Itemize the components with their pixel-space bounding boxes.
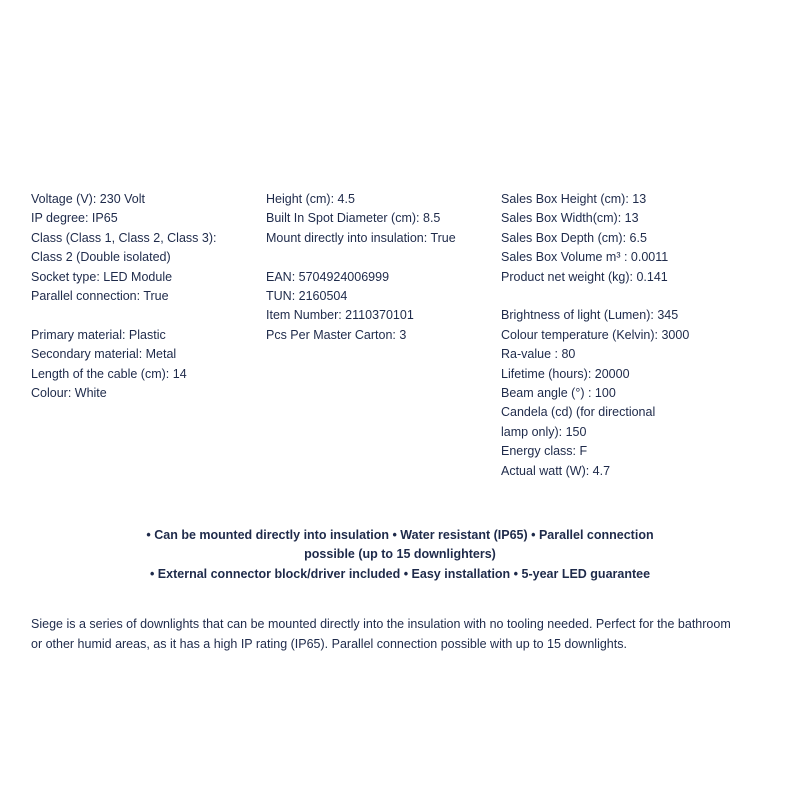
spec-item-number: Item Number: 2110370101 [266, 308, 414, 323]
spec-box-height: Sales Box Height (cm): 13 [501, 192, 647, 206]
spec-beam-angle: Beam angle (°) : 100 [501, 386, 616, 401]
spec-candela-value: lamp only): 150 [501, 424, 587, 439]
spec-ra-value: Ra-value : 80 [501, 347, 576, 362]
spec-column-dimensions [266, 190, 456, 345]
feature-highlights [0, 526, 800, 584]
spec-actual-watt: Actual watt (W): 4.7 [501, 463, 611, 478]
spec-socket-type: Socket type: LED Module [31, 269, 173, 284]
spec-brightness: Brightness of light (Lumen): 345 [501, 308, 679, 323]
spec-lifetime: Lifetime (hours): 20000 [501, 366, 630, 381]
spec-colour-temperature: Colour temperature (Kelvin): 3000 [501, 327, 690, 342]
spec-parallel-connection: Parallel connection: True [31, 289, 169, 304]
spec-box-width: Sales Box Width(cm): 13 [501, 211, 639, 226]
highlight-line: • Can be mounted directly into insulation • Water resistant (IP65) • Parallel connection [146, 528, 654, 542]
spec-secondary-material: Secondary material: Metal [31, 347, 177, 362]
spec-tun: TUN: 2160504 [266, 289, 348, 304]
spec-mount-insulation: Mount directly into insulation: True [266, 230, 456, 245]
spec-box-volume: Sales Box Volume m³ : 0.0011 [501, 250, 669, 265]
spec-class-value: Class 2 (Double isolated) [31, 250, 171, 265]
spec-height: Height (cm): 4.5 [266, 192, 355, 206]
spacer [266, 248, 456, 267]
spec-class-label: Class (Class 1, Class 2, Class 3): [31, 230, 217, 245]
spec-colour: Colour: White [31, 386, 107, 401]
description-line: Siege is a series of downlights that can be mounted directly into the insulation with no tooling needed. Perfect for the bathroom [31, 617, 731, 631]
spec-spot-diameter: Built In Spot Diameter (cm): 8.5 [266, 211, 441, 226]
description-line: or other humid areas, as it has a high IP rating (IP65). Parallel connection possible with up to 15 downlights. [31, 636, 627, 651]
spec-net-weight: Product net weight (kg): 0.141 [501, 269, 668, 284]
spec-cable-length: Length of the cable (cm): 14 [31, 366, 187, 381]
spec-ean: EAN: 5704924006999 [266, 269, 390, 284]
spacer [31, 306, 216, 325]
spec-candela-label: Candela (cd) (for directional [501, 405, 656, 420]
spec-ip-degree: IP degree: IP65 [31, 211, 118, 226]
highlight-line: possible (up to 15 downlighters) [304, 547, 496, 562]
spacer [501, 287, 689, 306]
spec-voltage: Voltage (V): 230 Volt [31, 192, 145, 206]
highlight-line: • External connector block/driver included • Easy installation • 5-year LED guarantee [149, 566, 651, 581]
spec-energy-class: Energy class: F [501, 444, 588, 459]
spec-pcs-per-carton: Pcs Per Master Carton: 3 [266, 327, 407, 342]
spec-box-depth: Sales Box Depth (cm): 6.5 [501, 230, 647, 245]
spec-primary-material: Primary material: Plastic [31, 327, 166, 342]
product-description [31, 615, 771, 654]
spec-column-electrical [31, 190, 216, 403]
spec-column-packaging-light [501, 190, 689, 481]
